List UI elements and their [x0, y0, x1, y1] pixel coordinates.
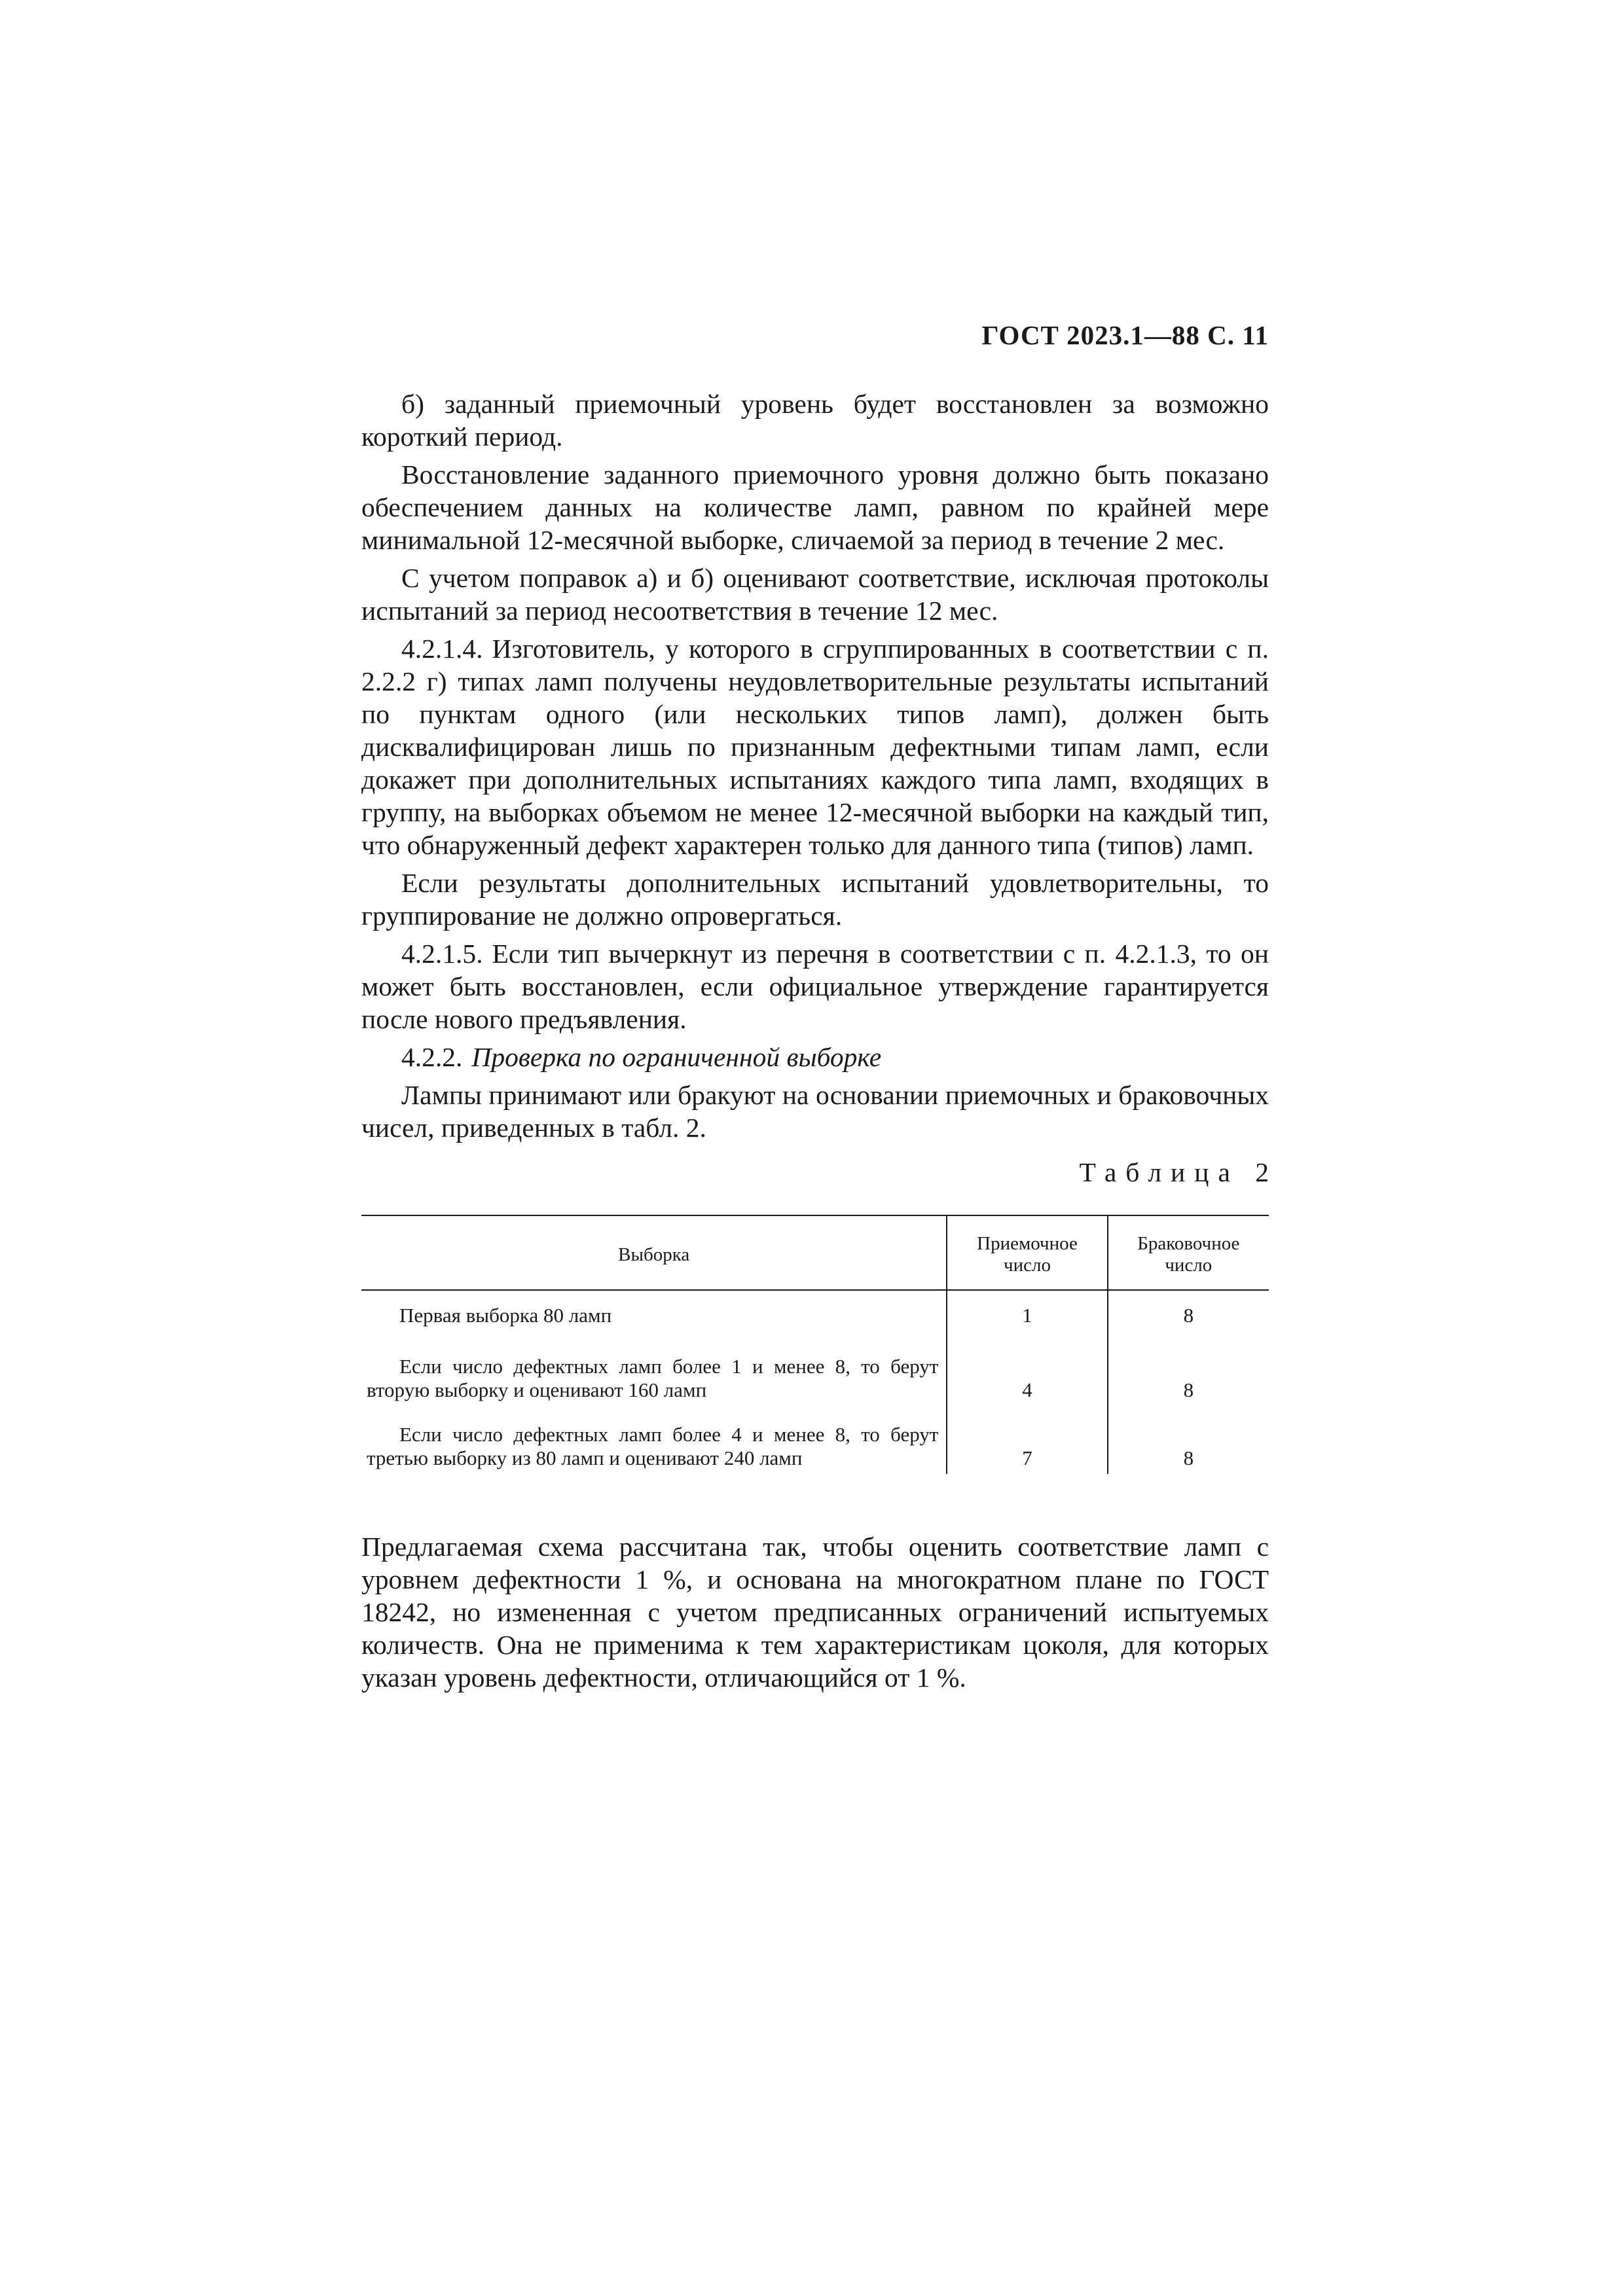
- clause-number: 4.2.1.4.: [401, 634, 483, 664]
- document-body: [361, 387, 1278, 1699]
- clause-number: 4.2.2.: [401, 1042, 463, 1072]
- row-reject-number: 8: [1183, 1304, 1194, 1327]
- header-reject: Браковочное число: [1108, 1215, 1269, 1290]
- header-sample: Выборка: [361, 1215, 947, 1290]
- table-row: [361, 1331, 1269, 1406]
- row-description: Первая выборка 80 ламп: [361, 1290, 947, 1331]
- sampling-table: [361, 1215, 1269, 1474]
- table-row: [361, 1290, 1269, 1331]
- table-header-row: [361, 1215, 1269, 1290]
- paragraph-b-item: б) заданный приемочный уровень будет восстановлен за возможно короткий период.: [361, 389, 1269, 452]
- clause-text: Если тип вычеркнут из перечня в соответствии с п. 4.2.1.3, то он может быть восстановлен, если официальное утверждение гарантируется после нового предъявления.: [361, 939, 1269, 1034]
- paragraph-scheme: Предлагаемая схема рассчитана так, чтобы оценить соответствие ламп с уровнем дефектности 1 %, и основана на многократном плане по ГОСТ 18242, но измененная с учетом предписанных ограничений испытуемых количеств. Она не применима к тем характеристикам цоколя, для которых указан уровень дефектности, отличающийся от 1 %.: [361, 1532, 1269, 1693]
- header-accept: Приемочное число: [947, 1215, 1107, 1290]
- row-accept-number: 4: [947, 1331, 1107, 1406]
- paragraph-restoration: Восстановление заданного приемочного уровня должно быть показано обеспечением данных на количестве ламп, равном по крайней мере минимальной 12-месячной выборке, сличаемой за период в течение 2 мес.: [361, 459, 1269, 555]
- paragraph-lamps-accept: Лампы принимают или бракуют на основании приемочных и браковочных чисел, приведенных в табл. 2.: [361, 1080, 1269, 1143]
- clause-text: Изготовитель, у которого в сгруппированных в соответствии с п. 2.2.2 г) типах ламп получены неудовлетворительные результаты испытаний по пунктам одного (или нескольких типов ламп), должен быть дисквалифицирован лишь по признанным дефектными типам ламп, если докажет при дополнительных испытаниях каждого типа ламп, входящих в группу, на выборках объемом не менее 12-месячной выборки на каждый тип, что обнаруженный дефект характерен только для данного типа (типов) ламп.: [361, 634, 1269, 860]
- paragraph-grouping: Если результаты дополнительных испытаний удовлетворительны, то группирование не должно опровергаться.: [361, 868, 1269, 931]
- clause-4-2-1-5: [361, 937, 1269, 1035]
- row-description: Если число дефектных ламп более 1 и менее 8, то берут вторую выборку и оценивают 160 ламп: [361, 1331, 947, 1406]
- row-reject-number: 8: [1183, 1378, 1194, 1401]
- table-caption: Таблица 2: [1079, 1157, 1278, 1187]
- row-description: Если число дефектных ламп более 4 и менее 8, то берут третью выборку из 80 ламп и оценивают 240 ламп: [361, 1406, 947, 1474]
- row-accept-number: 1: [947, 1290, 1107, 1331]
- clause-number: 4.2.1.5.: [401, 939, 483, 969]
- table-row: [361, 1406, 1269, 1474]
- row-reject-number: 8: [1183, 1446, 1194, 1469]
- row-accept-number: 7: [947, 1406, 1107, 1474]
- paragraph-corrections: С учетом поправок а) и б) оценивают соответствие, исключая протоколы испытаний за период несоответствия в течение 12 мес.: [361, 563, 1269, 626]
- clause-heading: Проверка по ограниченной выборке: [471, 1042, 882, 1072]
- clause-4-2-2: [361, 1041, 1269, 1073]
- clause-4-2-1-4: [361, 632, 1269, 861]
- page-header: ГОСТ 2023.1—88 С. 11: [981, 320, 1269, 350]
